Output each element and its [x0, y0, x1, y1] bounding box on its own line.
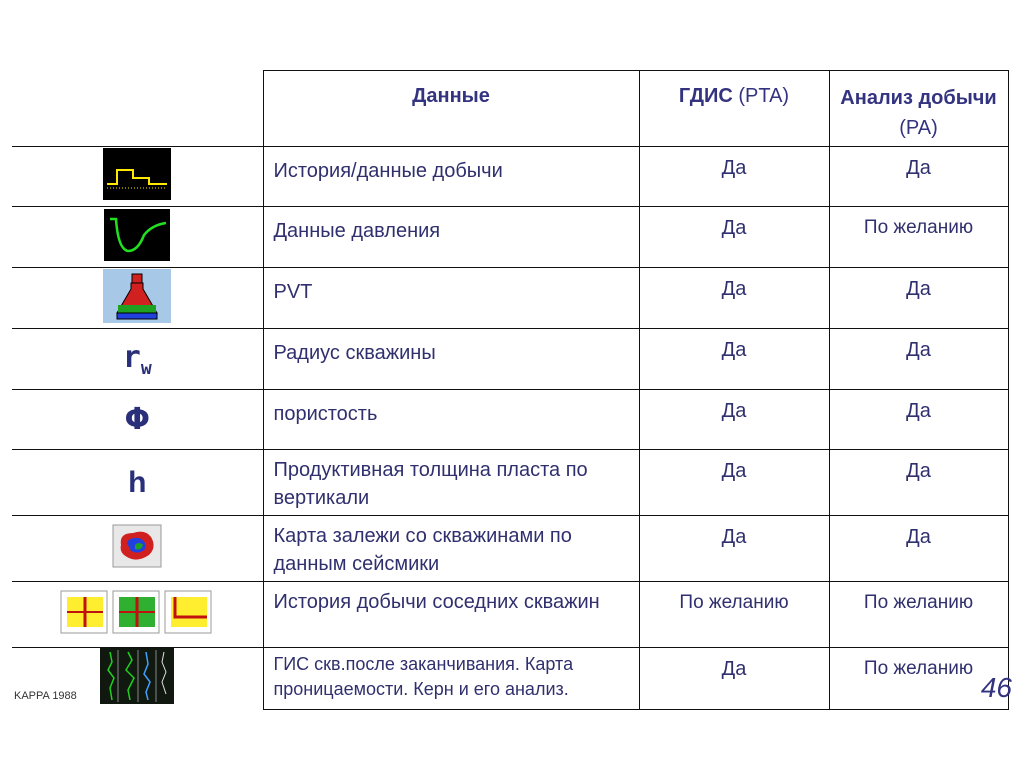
row-icon-cell [12, 268, 263, 329]
page-number: 46 [980, 672, 1012, 703]
row-pta-value: Да [639, 390, 829, 450]
row-label: Карта залежи со скважинами по данным сейсмики [263, 516, 639, 582]
row-label: пористость [263, 390, 639, 450]
table-row [12, 207, 1008, 268]
row-label: История добычи соседних скважин [263, 582, 639, 648]
row-label: ГИС скв.после заканчивания. Карта проницаемости. Керн и его анализ. [263, 648, 639, 710]
table-row [12, 268, 1008, 329]
row-pta-value: Да [639, 450, 829, 516]
table-row [12, 582, 1008, 648]
table-header-row [12, 71, 1008, 147]
row-icon-cell [12, 147, 263, 207]
row-label: История/данные добычи [263, 147, 639, 207]
row-pa-value: Да [829, 450, 1008, 516]
row-pta-value: По желанию [639, 582, 829, 648]
table-row [12, 648, 1008, 710]
table-row [12, 390, 1008, 450]
header-data: Данные [263, 71, 639, 147]
row-icon-cell [12, 516, 263, 582]
production-history-icon [103, 148, 171, 200]
reservoir-map-icon [111, 523, 163, 569]
row-pa-value: По желанию [829, 582, 1008, 648]
row-label: PVT [263, 268, 639, 329]
table-row [12, 516, 1008, 582]
row-pta-value: Да [639, 147, 829, 207]
row-pa-value: По желанию [829, 207, 1008, 268]
pressure-data-icon [104, 209, 170, 261]
porosity-symbol: Φ [124, 402, 150, 437]
row-icon-cell [12, 582, 263, 648]
row-pa-value: Да [829, 147, 1008, 207]
table-row [12, 329, 1008, 390]
header-empty-cell [12, 71, 263, 147]
neighbor-wells-icon [59, 587, 215, 637]
header-pa: Анализ добычи (PA) [829, 71, 1008, 147]
row-pta-value: Да [639, 516, 829, 582]
row-icon-cell [12, 390, 263, 450]
row-pa-value: Да [829, 268, 1008, 329]
row-label: Продуктивная толщина пласта по вертикали [263, 450, 639, 516]
copyright-text: KAPPA 1988 [14, 690, 77, 702]
row-pa-value: Да [829, 329, 1008, 390]
thickness-symbol: h [128, 465, 147, 499]
row-pta-value: Да [639, 268, 829, 329]
row-pa-value: Да [829, 516, 1008, 582]
row-pta-value: Да [639, 329, 829, 390]
row-pta-value: Да [639, 648, 829, 710]
table-row [12, 450, 1008, 516]
table-row [12, 147, 1008, 207]
row-pta-value: Да [639, 207, 829, 268]
row-pa-value: Да [829, 390, 1008, 450]
row-icon-cell [12, 207, 263, 268]
data-requirements-table [12, 70, 1009, 710]
well-radius-symbol: $r_w$ [122, 339, 152, 379]
pvt-flask-icon [103, 269, 171, 323]
row-label: Радиус скважины [263, 329, 639, 390]
row-icon-cell [12, 329, 263, 390]
header-pta: ГДИС (PTA) [639, 71, 829, 147]
row-label: Данные давления [263, 207, 639, 268]
row-icon-cell [12, 450, 263, 516]
well-logs-icon [100, 648, 174, 704]
row-pa-value: По желанию [829, 648, 1008, 710]
